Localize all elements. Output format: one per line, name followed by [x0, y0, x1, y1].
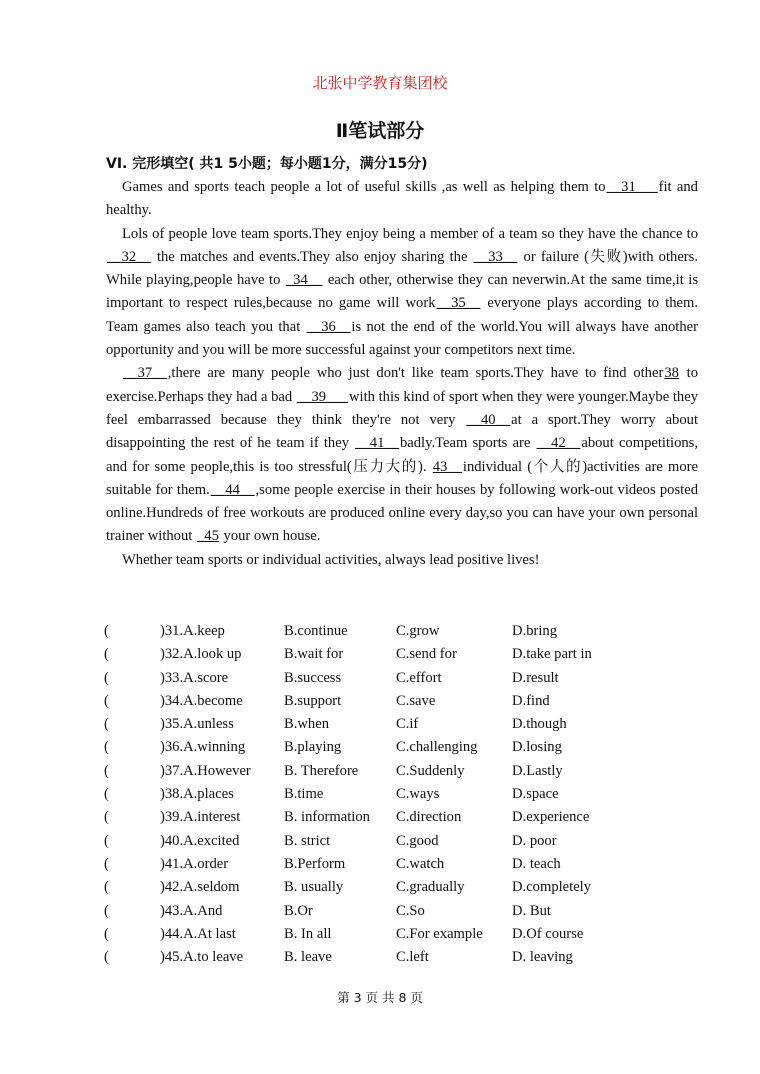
- passage-text: or failure (失败)with others. While playing,people have to: [106, 248, 698, 289]
- blank-44: __44__: [210, 481, 255, 498]
- option-row: [104, 620, 704, 643]
- option-b: B.when: [284, 716, 329, 733]
- answer-paren-open: (: [104, 809, 109, 826]
- question-stem: )32.A.look up: [160, 646, 242, 663]
- option-b: B.Or: [284, 902, 313, 919]
- answer-paren-open: (: [104, 879, 109, 896]
- question-stem: )37.A.However: [160, 762, 251, 779]
- answer-paren-open: (: [104, 786, 109, 803]
- part-title: Ⅱ笔试部分: [335, 120, 425, 142]
- option-c: C.ways: [396, 786, 440, 803]
- option-row: [104, 667, 704, 690]
- blank-42: __42__: [536, 435, 581, 452]
- paragraph-2: [106, 223, 698, 363]
- question-stem: )45.A.to leave: [160, 949, 244, 966]
- blank-35: __35__: [436, 295, 481, 312]
- question-stem: )31.A.keep: [160, 623, 225, 639]
- option-c: C.good: [396, 832, 439, 849]
- passage-text: badly.Team sports are: [399, 435, 536, 452]
- answer-paren-open: (: [104, 646, 109, 663]
- option-c: C.save: [396, 692, 436, 709]
- option-c: C.challenging: [396, 739, 478, 756]
- option-b: B.wait for: [284, 646, 344, 663]
- passage-text: your own house.: [219, 528, 321, 545]
- blank-39: __39___: [296, 388, 348, 405]
- option-b: B.Perform: [284, 855, 346, 872]
- option-d: D. teach: [512, 855, 561, 872]
- option-d: D.Lastly: [512, 762, 563, 779]
- blank-43: 43__: [432, 458, 462, 475]
- passage-text: Whether team sports or individual activities, always lead positive lives!: [122, 551, 540, 568]
- option-d: D.experience: [512, 809, 590, 826]
- blank-45: _45: [196, 528, 219, 545]
- option-row: [104, 643, 704, 666]
- passage-text: fit and healthy.: [106, 179, 698, 219]
- option-c: C.For example: [396, 925, 483, 942]
- answer-paren-open: (: [104, 692, 109, 709]
- option-row: [104, 923, 704, 946]
- passage-text: with this kind of sport when they were younger.Maybe they feel embarrassed because they think they're not: [106, 388, 699, 428]
- question-stem: )35.A.unless: [160, 716, 234, 733]
- option-row: [104, 690, 704, 713]
- options-list: [104, 620, 704, 969]
- paragraph-3: [106, 362, 698, 548]
- blank-40: __40__: [466, 411, 511, 428]
- paragraph-4: [106, 549, 698, 572]
- option-c: C.left: [396, 949, 429, 966]
- answer-paren-open: (: [104, 949, 109, 966]
- answer-paren-open: (: [104, 832, 109, 849]
- passage-text: about competitions, and for some people,this is too stressful(压力大的).: [106, 435, 698, 475]
- answer-paren-open: (: [104, 739, 109, 756]
- answer-paren-open: (: [104, 669, 109, 686]
- option-c: C.if: [396, 716, 419, 733]
- blank-37: __37__: [123, 365, 167, 382]
- option-b: B.success: [284, 669, 342, 686]
- option-d: D. poor: [512, 832, 557, 849]
- passage-text: to exercise.Perhaps they had a bad: [106, 365, 698, 405]
- option-d: D.though: [512, 716, 567, 733]
- option-c: C.watch: [396, 855, 445, 872]
- option-row: [104, 736, 704, 759]
- question-stem: )33.A.score: [160, 669, 229, 686]
- option-b: B. information: [284, 809, 370, 826]
- passage-text: is not the end of the world.You will always have another opportunity and you will be more successful against your competitors next time.: [106, 318, 698, 359]
- option-row: [104, 876, 704, 899]
- blank-32: __32__: [107, 248, 151, 265]
- answer-paren-open: (: [104, 855, 109, 872]
- option-row: [104, 900, 704, 923]
- blank-36: __36__: [306, 318, 351, 335]
- passage-text: everyone plays according to them. Team games also teach you that: [106, 295, 698, 335]
- passage-text: ,some people exercise in their houses by following work-out videos posted online.Hundreds of free workouts are produced online every day,so you can have your own personal trainer without: [106, 481, 698, 545]
- option-d: D.completely: [512, 879, 592, 896]
- question-stem: )34.A.become: [160, 692, 243, 709]
- blank-41: __41__: [355, 435, 399, 452]
- school-name: 北张中学教育集团校: [312, 74, 448, 92]
- option-row: [104, 783, 704, 806]
- question-stem: )41.A.order: [160, 855, 229, 872]
- option-b: B. usually: [284, 879, 344, 896]
- passage-text: each other, otherwise they can neverwin.At the same time,it is important to respect rules,because no game will work: [106, 272, 698, 312]
- question-stem: )38.A.places: [160, 786, 234, 803]
- option-c: C.direction: [396, 809, 462, 826]
- option-b: B. strict: [284, 832, 331, 849]
- answer-paren-open: (: [104, 925, 109, 942]
- answer-paren-open: (: [104, 902, 109, 919]
- option-row: [104, 713, 704, 736]
- passage-text: ,there are many people who just don't like team sports.They have to find other: [167, 365, 664, 382]
- page-footer: 第 3 页 共 8 页: [337, 990, 423, 1005]
- option-c: C.gradually: [396, 879, 465, 896]
- section-title: VI. 完形填空( 共1 5小题；每小题1分，满分15分): [106, 156, 428, 172]
- cloze-passage: [106, 176, 698, 572]
- option-c: C.Suddenly: [396, 762, 465, 779]
- option-d: D.Of course: [512, 925, 584, 942]
- option-b: B. leave: [284, 949, 332, 966]
- option-b: B. In all: [284, 925, 332, 942]
- option-c: C.send for: [396, 646, 457, 663]
- passage-text: Lols of people love team sports.They enjoy being a member of a team so they have the chance to: [122, 225, 698, 242]
- passage-text: very: [429, 411, 456, 428]
- option-c: C.grow: [396, 623, 440, 639]
- answer-paren-open: (: [104, 623, 109, 639]
- blank-33: __33__: [473, 248, 518, 265]
- question-stem: )40.A.excited: [160, 832, 240, 849]
- question-stem: )36.A.winning: [160, 739, 246, 756]
- answer-paren-open: (: [104, 716, 109, 733]
- question-stem: )42.A.seldom: [160, 879, 240, 896]
- option-d: D. leaving: [512, 949, 573, 966]
- passage-text: individual (个人的)activities are more suitable for them.: [106, 458, 698, 498]
- question-stem: )44.A.At last: [160, 925, 236, 942]
- option-d: D.losing: [512, 739, 562, 756]
- option-b: B.support: [284, 692, 342, 709]
- option-d: D.take part in: [512, 646, 592, 663]
- paragraph-1: [106, 176, 698, 223]
- option-b: B.playing: [284, 739, 342, 756]
- passage-text: at a sport.They worry about disappointing the rest of he team if they: [106, 411, 699, 452]
- answer-paren-open: (: [104, 762, 109, 779]
- blank-38: 38: [664, 365, 679, 382]
- passage-text: the matches and events.They also enjoy sharing the: [151, 248, 473, 265]
- option-c: C.So: [396, 902, 425, 919]
- option-b: B. Therefore: [284, 762, 359, 779]
- option-c: C.effort: [396, 669, 442, 686]
- option-row: [104, 760, 704, 783]
- option-d: D.bring: [512, 623, 557, 639]
- option-b: B.continue: [284, 623, 348, 639]
- option-d: D. But: [512, 902, 551, 919]
- question-stem: )43.A.And: [160, 902, 223, 919]
- option-d: D.find: [512, 692, 550, 709]
- option-b: B.time: [284, 786, 324, 803]
- option-d: D.result: [512, 669, 559, 686]
- option-row: [104, 946, 704, 969]
- option-row: [104, 806, 704, 829]
- option-row: [104, 830, 704, 853]
- blank-34: _34__: [285, 272, 323, 289]
- question-stem: )39.A.interest: [160, 809, 241, 826]
- blank-31: __31___: [606, 179, 658, 195]
- option-row: [104, 853, 704, 876]
- passage-text: Games and sports teach people a lot of useful skills ,as well as helping them to: [122, 179, 606, 195]
- option-d: D.space: [512, 786, 559, 803]
